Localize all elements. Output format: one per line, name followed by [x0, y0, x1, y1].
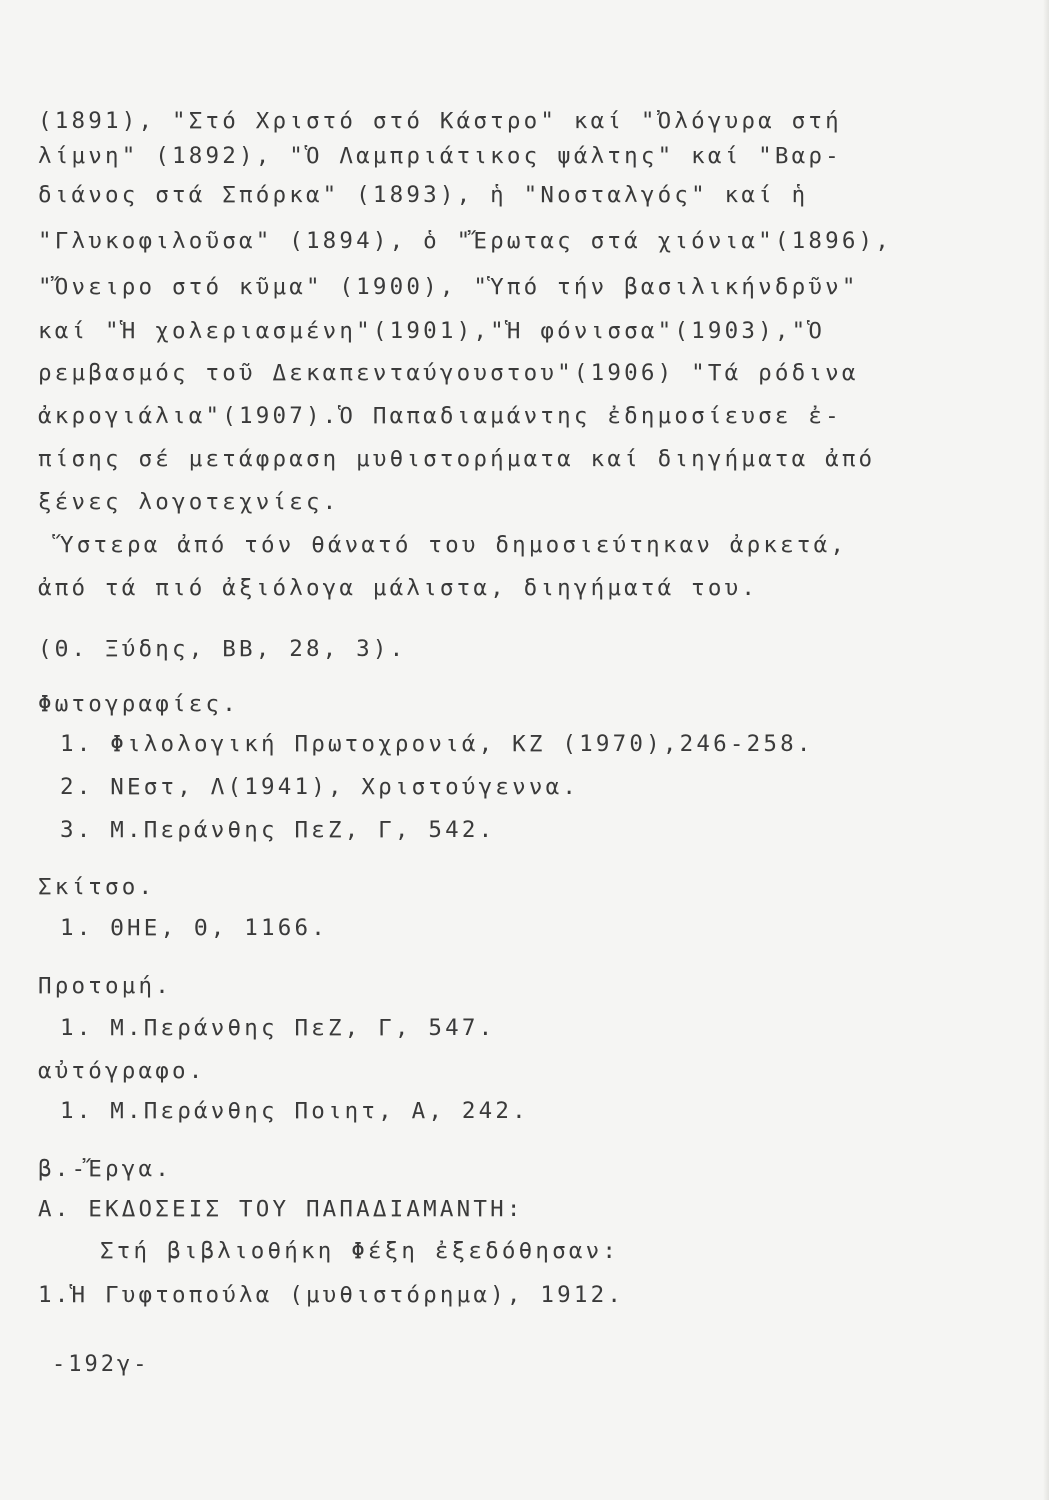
bust-item-1: 1. Μ.Περάνθης ΠεΖ, Γ, 547. [60, 1015, 496, 1041]
text-line-12: ἀπό τά πιό ἀξιόλογα μάλιστα, διηγήματά του. [38, 575, 759, 601]
section-autograph-heading: αὐτόγραφο. [38, 1058, 206, 1084]
text-line-3: διάνος στά Σπόρκα" (1893), ἡ "Νοσταλγός" καί ἡ [38, 182, 809, 208]
text-line-11: Ὕστερα ἀπό τόν θάνατό του δημοσιεύτηκαν ἀρκετά, [60, 532, 848, 558]
photos-item-1: 1. Φιλολογική Πρωτοχρονιά, ΚΖ (1970),246-258. [60, 731, 814, 757]
text-line-10: ξένες λογοτεχνίες. [38, 489, 340, 515]
text-line-4: "Γλυκοφιλοῦσα" (1894), ὁ "Ἔρωτας στά χιόνια"(1896), [38, 228, 893, 254]
section-photos-heading: Φωτογραφίες. [38, 691, 239, 717]
text-line-1: (1891), "Στό Χριστό στό Κάστρο" καί "Ὀλόγυρα στή [38, 108, 842, 134]
sketch-item-1: 1. ΘΗΕ, Θ, 1166. [60, 915, 328, 941]
text-line-2: λίμνη" (1892), "Ὁ Λαμπριάτικος ψάλτης" καί "Βαρ- [38, 143, 842, 169]
section-works-heading: β.-Ἔργα. [38, 1156, 172, 1182]
text-line-9: πίσης σέ μετάφραση μυθιστορήματα καί διηγήματα ἀπό [38, 446, 876, 472]
text-line-8: ἀκρογιάλια"(1907).Ὁ Παπαδιαμάντης ἐδημοσίευσε ἐ- [38, 403, 842, 429]
text-line-6: καί "Ἡ χολεριασμένη"(1901),"Ἡ φόνισσα"(1903),"Ὁ [38, 318, 826, 344]
editions-heading: Α. ΕΚΔΟΣΕΙΣ ΤΟΥ ΠΑΠΑΔΙΑΜΑΝΤΗ: [38, 1196, 524, 1222]
section-sketch-heading: Σκίτσο. [38, 874, 156, 900]
text-line-5: "Ὄνειρο στό κῦμα" (1900), "Ὑπό τήν βασιλικήνδρῦν" [38, 274, 859, 300]
text-line-7: ρεμβασμός τοῦ Δεκαπενταύγουστου"(1906) "Τά ρόδινα [38, 360, 859, 386]
photos-item-2: 2. ΝΕστ, Λ(1941), Χριστούγεννα. [60, 774, 580, 800]
editions-intro: Στή βιβλιοθήκη Φέξη ἐξεδόθησαν: [100, 1238, 620, 1264]
citation-line: (Θ. Ξύδης, ΒΒ, 28, 3). [38, 636, 407, 662]
editions-item-1: 1.Ἡ Γυφτοπούλα (μυθιστόρημα), 1912. [38, 1282, 625, 1308]
autograph-item-1: 1. Μ.Περάνθης Ποιητ, Α, 242. [60, 1098, 529, 1124]
scan-edge [1043, 0, 1049, 1500]
photos-item-3: 3. Μ.Περάνθης ΠεΖ, Γ, 542. [60, 817, 496, 843]
page-number: -192γ- [52, 1352, 150, 1377]
section-bust-heading: Προτομή. [38, 973, 172, 999]
